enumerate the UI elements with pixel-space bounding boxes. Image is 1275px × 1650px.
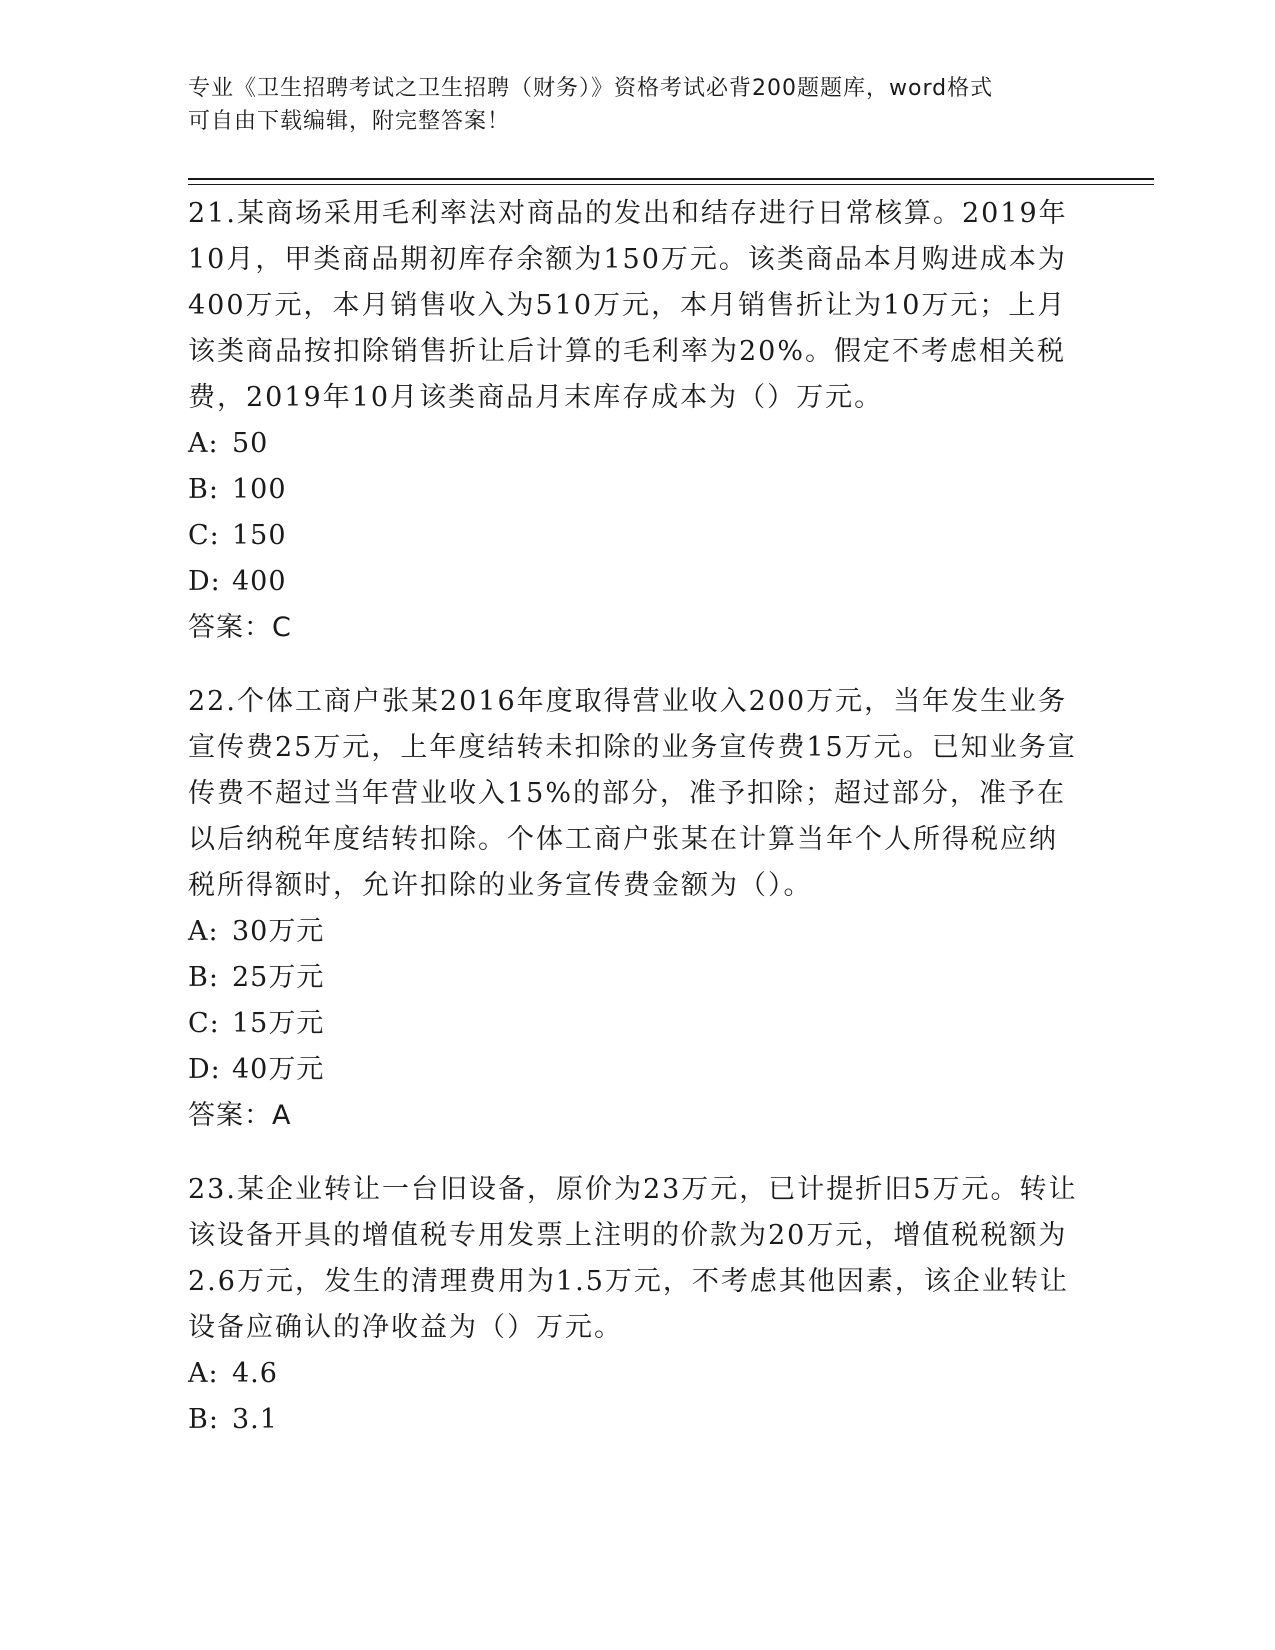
question-21 xyxy=(188,191,1078,651)
option-key: C: xyxy=(188,520,220,551)
document-header xyxy=(188,72,1088,138)
option-value: 4.6 xyxy=(232,1358,278,1389)
option-value: 150 xyxy=(232,520,287,551)
header-line-1: 专业《卫生招聘考试之卫生招聘（财务）》资格考试必背200题题库，word格式 xyxy=(188,76,994,101)
option-d xyxy=(188,559,1078,605)
question-23 xyxy=(188,1167,1078,1443)
question-list xyxy=(188,191,1078,1471)
option-value: 3.1 xyxy=(232,1404,278,1435)
option-key: A: xyxy=(188,916,219,947)
option-key: B: xyxy=(188,474,219,505)
header-rule-thin xyxy=(188,184,1154,185)
option-value: 40万元 xyxy=(232,1054,325,1085)
option-d xyxy=(188,1047,1078,1093)
option-key: D: xyxy=(188,1054,221,1085)
option-key: A: xyxy=(188,428,219,459)
option-key: B: xyxy=(188,1404,219,1435)
question-text: 22.个体工商户张某2016年度取得营业收入200万元，当年发生业务宣传费25万元，上年度结转未扣除的业务宣传费15万元。已知业务宣传费不超过当年营业收入15%的部分，准予扣除；超过部分，准予在以后纳税年度结转扣除。个体工商户张某在计算当年个人所得税应纳税所得额时，允许扣除的业务宣传费金额为（）。 xyxy=(188,686,1077,901)
question-text: 21.某商场采用毛利率法对商品的发出和结存进行日常核算。2019年10月，甲类商品期初库存余额为150万元。该类商品本月购进成本为400万元，本月销售收入为510万元，本月销售折让为10万元；上月该类商品按扣除销售折让后计算的毛利率为20%。假定不考虑相关税费，2019年10月该类商品月末库存成本为（）万元。 xyxy=(188,198,1068,413)
option-value: 400 xyxy=(232,566,287,597)
option-value: 15万元 xyxy=(232,1008,325,1039)
question-22 xyxy=(188,679,1078,1139)
option-b xyxy=(188,955,1078,1001)
question-text: 23.某企业转让一台旧设备，原价为23万元，已计提折旧5万元。转让该设备开具的增值税专用发票上注明的价款为20万元，增值税税额为2.6万元，发生的清理费用为1.5万元，不考虑其他因素，该企业转让设备应确认的净收益为（）万元。 xyxy=(188,1174,1078,1343)
option-key: A: xyxy=(188,1358,219,1389)
answer-line: 答案：C xyxy=(188,612,292,643)
option-a xyxy=(188,421,1078,467)
option-c xyxy=(188,513,1078,559)
option-value: 25万元 xyxy=(232,962,325,993)
header-rule-thick xyxy=(188,178,1154,180)
option-a xyxy=(188,1351,1078,1397)
option-value: 30万元 xyxy=(232,916,325,947)
option-value: 100 xyxy=(232,474,287,505)
option-b xyxy=(188,1397,1078,1443)
option-key: C: xyxy=(188,1008,220,1039)
answer-line: 答案：A xyxy=(188,1100,292,1131)
option-key: D: xyxy=(188,566,221,597)
option-a xyxy=(188,909,1078,955)
option-b xyxy=(188,467,1078,513)
option-value: 50 xyxy=(232,428,269,459)
option-key: B: xyxy=(188,962,219,993)
option-c xyxy=(188,1001,1078,1047)
header-line-2: 可自由下载编辑，附完整答案！ xyxy=(188,109,511,134)
